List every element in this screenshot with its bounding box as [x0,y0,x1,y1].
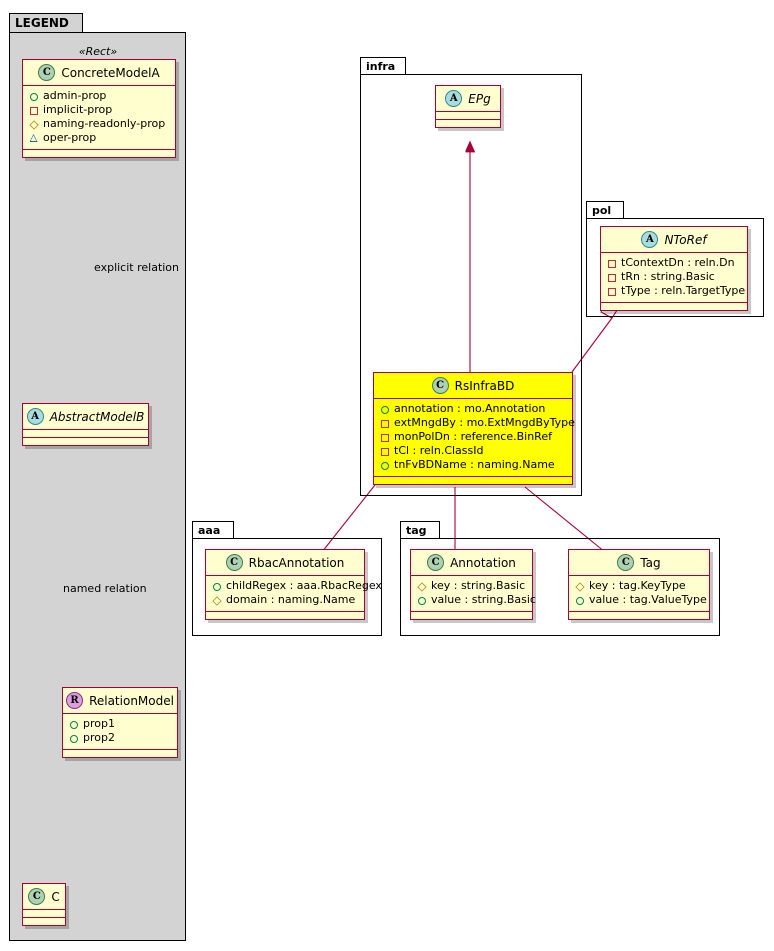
abstract-class-icon: A [641,231,658,248]
attribute-label: tType : reln.TargetType [621,284,746,297]
visibility-protected-icon [417,582,426,591]
class-attributes [411,576,536,611]
class-attributes [601,253,747,302]
attribute-row [212,579,382,593]
class-operations [601,303,747,310]
class-header [63,688,177,713]
class-header [23,884,65,909]
class-ntoref[interactable] [600,226,748,311]
attribute-row [417,579,526,593]
class-rs-infra-bd[interactable] [373,372,573,485]
class-title: Tag [640,555,661,570]
class-title: AbstractModelB [49,409,145,424]
class-title: C [51,889,60,904]
class-header [601,227,747,252]
attribute-label: tnFvBDName : naming.Name [394,458,555,471]
legend-tab-label: LEGEND [15,16,69,30]
class-icon: C [617,554,634,571]
attribute-label: value : tag.ValueType [589,593,707,606]
class-operations [23,438,148,445]
visibility-public-icon [380,405,389,414]
class-operations [206,612,364,619]
package-tab-tag [400,521,440,539]
visibility-private-icon [380,419,389,428]
package-label: tag [406,524,427,537]
class-epg[interactable] [435,85,501,128]
attribute-label: prop2 [83,731,115,744]
attribute-row [575,593,707,607]
attribute-row [380,444,566,458]
attribute-row [380,402,566,416]
class-header [436,86,500,111]
class-icon: C [432,377,449,394]
relation-class-icon: R [66,692,83,709]
attribute-label: admin-prop [43,89,107,102]
visibility-private-icon [380,447,389,456]
package-label: aaa [198,524,221,537]
abstract-class-icon: A [27,408,44,425]
attribute-row [29,117,169,131]
attribute-label: extMngdBy : mo.ExtMngdByType [394,416,575,429]
visibility-public-icon [380,461,389,470]
visibility-private-icon [29,106,38,115]
attribute-row [417,593,536,607]
legend-package [9,32,186,941]
class-operations [436,120,500,127]
class-annotation[interactable] [410,549,536,620]
attribute-label: tCl : reln.ClassId [394,444,484,457]
package-tab-aaa [192,521,234,539]
attribute-label: naming-readonly-prop [43,117,166,130]
abstract-class-icon: A [445,90,462,107]
attribute-label: annotation : mo.Annotation [394,402,546,415]
attribute-row [29,103,169,117]
class-attributes [206,576,382,611]
visibility-protected-icon [575,582,584,591]
class-header [411,550,532,575]
class-header [206,550,364,575]
attribute-row [212,593,358,607]
class-title: RelationModel [89,693,174,708]
attribute-label: key : string.Basic [431,579,526,592]
attribute-row [380,416,575,430]
attribute-row [29,131,169,145]
attribute-label: key : tag.KeyType [589,579,686,592]
class-attributes [23,910,65,917]
attribute-label: prop1 [83,717,115,730]
class-icon: C [427,554,444,571]
edge-label-named-relation: named relation [63,582,147,595]
attribute-label: tContextDn : reln.Dn [621,256,735,269]
attribute-row [69,731,171,745]
class-abstract-model-b[interactable] [22,403,149,446]
class-icon: C [38,64,55,81]
class-title: RbacAnnotation [248,555,345,570]
visibility-private-icon [380,433,389,442]
attribute-row [575,579,703,593]
attribute-label: implicit-prop [43,103,113,116]
attribute-row [69,717,171,731]
visibility-package-icon [29,134,38,143]
class-attributes [23,86,175,149]
visibility-public-icon [69,720,78,729]
class-operations [23,918,65,925]
visibility-protected-icon [29,120,38,129]
visibility-public-icon [212,582,221,591]
legend-stereotype: «Rect» [78,45,118,58]
class-attributes [569,576,709,611]
legend-tab [9,13,83,33]
attribute-label: value : string.Basic [431,593,536,606]
class-title: RsInfraBD [454,378,515,393]
class-operations [569,612,709,619]
attribute-row [607,270,741,284]
attribute-row [29,89,169,103]
package-tab-pol [586,201,624,219]
visibility-private-icon [607,273,616,282]
visibility-private-icon [607,259,616,268]
visibility-public-icon [575,596,584,605]
attribute-row [380,458,566,472]
class-tag[interactable] [568,549,710,620]
class-concrete-model-a[interactable] [22,59,176,158]
class-header [374,373,572,398]
class-rbac-annotation[interactable] [205,549,382,620]
class-icon: C [28,888,45,905]
attribute-label: oper-prop [43,131,97,144]
class-header [569,550,709,575]
attribute-row [607,256,741,270]
class-operations [63,750,177,757]
class-title: EPg [468,91,491,106]
attribute-label: tRn : string.Basic [621,270,715,283]
class-attributes [63,714,177,749]
attribute-row [607,284,746,298]
class-title: NToRef [664,232,707,247]
visibility-protected-icon [212,596,221,605]
attribute-row [380,430,566,444]
class-operations [411,612,532,619]
class-c[interactable] [22,883,66,926]
class-title: ConcreteModelA [61,65,160,80]
class-operations [374,477,572,484]
class-header [23,404,148,429]
visibility-public-icon [29,92,38,101]
attribute-label: domain : naming.Name [226,593,356,606]
class-relation-model[interactable] [62,687,178,758]
attribute-label: childRegex : aaa.RbacRegex [226,579,382,592]
class-operations [23,150,175,157]
attribute-label: monPolDn : reference.BinRef [394,430,552,443]
class-header [23,60,175,85]
visibility-private-icon [607,287,616,296]
visibility-public-icon [69,734,78,743]
class-icon: C [226,554,243,571]
class-attributes [436,112,500,119]
class-attributes [23,430,148,437]
package-label: infra [366,60,396,73]
class-title: Annotation [450,555,516,570]
visibility-public-icon [417,596,426,605]
edge-label-explicit-relation: explicit relation [94,261,180,274]
package-tab-infra [360,57,406,75]
class-attributes [374,399,575,476]
package-label: pol [592,204,612,217]
